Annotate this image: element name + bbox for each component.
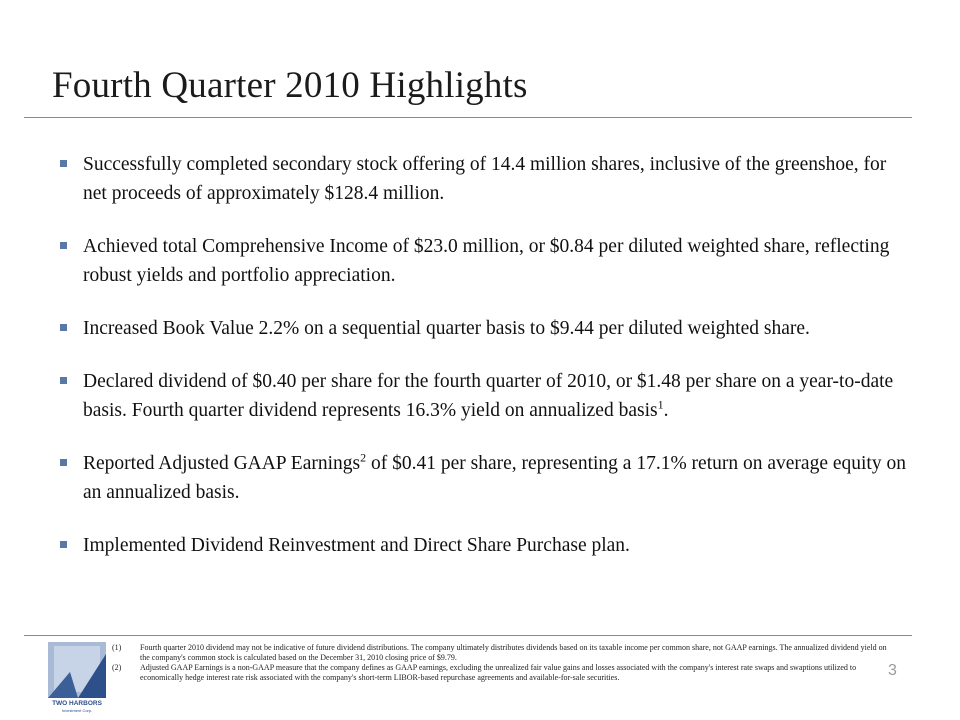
footnote-number: (1) bbox=[112, 643, 122, 652]
bullet-item bbox=[58, 531, 908, 560]
footnote-ref: 2 bbox=[360, 450, 367, 465]
footer-divider bbox=[24, 635, 912, 636]
logo-subtitle: Investment Corp. bbox=[61, 708, 93, 713]
footnote-number: (2) bbox=[112, 663, 122, 672]
square-bullet-icon bbox=[60, 541, 67, 548]
bullet-item bbox=[58, 232, 908, 290]
square-bullet-icon bbox=[60, 242, 67, 249]
bullet-text: Increased Book Value 2.2% on a sequential quarter basis to $9.44 per diluted weighted share. bbox=[83, 318, 810, 339]
bullet-text: Implemented Dividend Reinvestment and Direct Share Purchase plan. bbox=[83, 535, 630, 556]
bullet-text: Achieved total Comprehensive Income of $23.0 million, or $0.84 per diluted weighted share, reflecting robust yields and portfolio appreciation. bbox=[83, 236, 890, 286]
two-harbors-logo-icon bbox=[48, 642, 106, 708]
footnote-text: Fourth quarter 2010 dividend may not be indicative of future dividend distributions. The company ultimately distributes dividends based on its taxable income per common share, not GAAP earnings. The annualized dividend yield on the company's common stock is calculated based on the December 31, 2010 closing price of $9.79. bbox=[140, 643, 887, 662]
footnotes bbox=[112, 643, 892, 683]
bullet-text: Declared dividend of $0.40 per share for the fourth quarter of 2010, or $1.48 per share on a year-to-date basis. Fourth quarter dividend represents 16.3% yield on annualized basis bbox=[83, 371, 894, 421]
square-bullet-icon bbox=[60, 160, 67, 167]
bullet-item bbox=[58, 449, 908, 507]
highlights-list bbox=[58, 150, 908, 584]
footnote-ref: 1 bbox=[657, 397, 664, 412]
square-bullet-icon bbox=[60, 324, 67, 331]
bullet-text: Reported Adjusted GAAP Earnings bbox=[83, 453, 361, 474]
slide-title: Fourth Quarter 2010 Highlights bbox=[52, 65, 528, 106]
footnote-text: Adjusted GAAP Earnings is a non-GAAP measure that the company defines as GAAP earnings, excluding the unrealized fair value gains and losses associated with the company's interest rate swaps and swaptions utilized to economically hedge interest rate risk associated with the company's short-term LIBOR-based repurchase agreements and available-for-sale securities. bbox=[140, 663, 857, 682]
square-bullet-icon bbox=[60, 459, 67, 466]
bullet-text: Successfully completed secondary stock offering of 14.4 million shares, inclusive of the greenshoe, for net proceeds of approximately $128.4 million. bbox=[83, 154, 887, 204]
bullet-item bbox=[58, 367, 908, 425]
bullet-text-tail: of $0.41 per share, representing a 17.1% return on average equity on an annualized basis. bbox=[83, 453, 906, 503]
page-number: 3 bbox=[888, 662, 897, 679]
footnote-item bbox=[112, 663, 892, 683]
square-bullet-icon bbox=[60, 377, 67, 384]
title-divider bbox=[24, 117, 912, 118]
bullet-item bbox=[58, 150, 908, 208]
bullet-text-tail: . bbox=[663, 400, 669, 421]
logo-name: TWO HARBORS bbox=[52, 700, 102, 707]
bullet-item bbox=[58, 314, 908, 343]
footnote-item bbox=[112, 643, 892, 663]
